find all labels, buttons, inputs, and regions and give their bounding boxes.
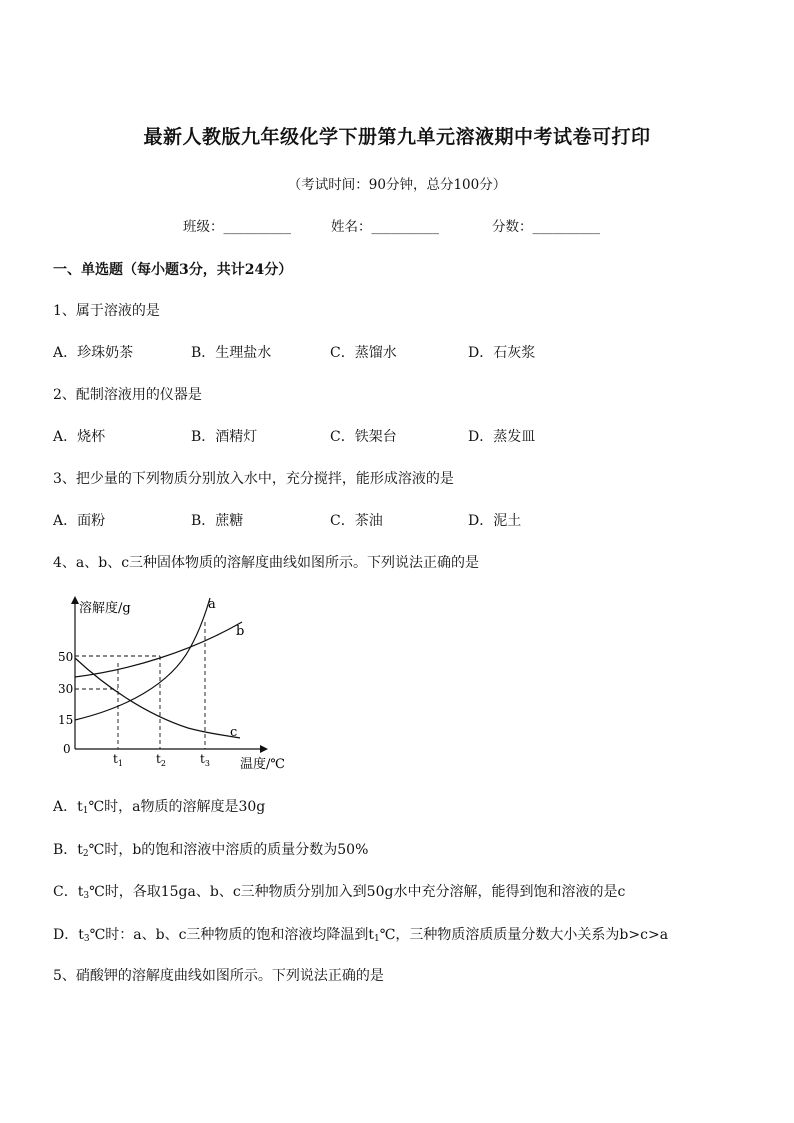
curve-label-c: c bbox=[230, 725, 238, 740]
q3-option-c: C．茶油 bbox=[330, 513, 383, 529]
class-label: 班级： bbox=[183, 219, 224, 235]
class-blank[interactable]: __________ bbox=[223, 219, 291, 235]
x-tick-t1: $t_1$ bbox=[113, 752, 123, 768]
q2-option-d: D．蒸发皿 bbox=[468, 429, 536, 445]
name-field bbox=[331, 215, 439, 235]
q4-option-b: B．$t_2℃$时，b的饱和溶液中溶质的质量分数为50% bbox=[53, 842, 369, 859]
q1-option-b: B．生理盐水 bbox=[191, 345, 272, 361]
q1-option-c: C．蒸馏水 bbox=[330, 345, 397, 361]
score-blank[interactable]: __________ bbox=[532, 219, 600, 235]
score-label: 分数： bbox=[492, 219, 533, 235]
y-tick-50: 50 bbox=[58, 650, 74, 664]
y-tick-0: 0 bbox=[63, 742, 71, 756]
x-axis-label: 温度/℃ bbox=[240, 757, 285, 772]
question-5: 5、硝酸钾的溶解度曲线如图所示。下列说法正确的是 bbox=[53, 968, 384, 984]
q3-option-d: D．泥土 bbox=[468, 513, 522, 529]
page-title: 最新人教版九年级化学下册第九单元溶液期中考试卷可打印 bbox=[143, 126, 651, 148]
curve-label-b: b bbox=[236, 624, 245, 639]
curve-a bbox=[75, 598, 210, 720]
q2-option-b: B．酒精灯 bbox=[191, 429, 258, 445]
name-blank[interactable]: __________ bbox=[371, 219, 439, 235]
score-field bbox=[492, 215, 600, 235]
section-heading: 一、单选题（每小题3分，共计24分） bbox=[53, 262, 293, 278]
question-2: 2、配制溶液用的仪器是 bbox=[53, 387, 202, 403]
q2-option-c: C．铁架台 bbox=[330, 429, 397, 445]
solubility-chart bbox=[50, 590, 300, 780]
q1-option-a: A．珍珠奶茶 bbox=[53, 345, 134, 361]
q4-option-d: D．$t_3℃$时：a、b、c三种物质的饱和溶液均降温到$t_1℃$，三种物质溶质质量分数大小关系为b>c>a bbox=[53, 927, 669, 944]
q4-option-a: A．$t_1℃$时，a物质的溶解度是30g bbox=[53, 799, 266, 816]
curve-c bbox=[75, 658, 240, 738]
curve-b bbox=[75, 622, 245, 677]
q3-option-a: A．面粉 bbox=[53, 513, 106, 529]
exam-info: （考试时间：90分钟，总分100分） bbox=[287, 177, 507, 193]
question-4: 4、a、b、c三种固体物质的溶解度曲线如图所示。下列说法正确的是 bbox=[53, 555, 480, 571]
guide-lines bbox=[75, 622, 205, 749]
x-tick-t2: $t_2$ bbox=[156, 752, 166, 768]
y-tick-30: 30 bbox=[58, 682, 74, 696]
q4-option-c: C．$t_3℃$时，各取15ga、b、c三种物质分别加入到50g水中充分溶解，能得到饱和溶液的是c bbox=[53, 884, 626, 901]
y-axis-label: 溶解度/g bbox=[79, 601, 131, 616]
q2-option-a: A．烧杯 bbox=[53, 429, 106, 445]
question-3: 3、把少量的下列物质分别放入水中，充分搅拌，能形成溶液的是 bbox=[53, 471, 454, 487]
y-tick-15: 15 bbox=[58, 713, 74, 727]
curve-label-a: a bbox=[208, 597, 216, 612]
q3-option-b: B．蔗糖 bbox=[191, 513, 244, 529]
question-1: 1、属于溶液的是 bbox=[53, 303, 160, 319]
class-field bbox=[183, 215, 291, 235]
q1-option-d: D．石灰浆 bbox=[468, 345, 536, 361]
name-label: 姓名： bbox=[331, 219, 372, 235]
x-tick-t3: $t_3$ bbox=[200, 752, 210, 768]
